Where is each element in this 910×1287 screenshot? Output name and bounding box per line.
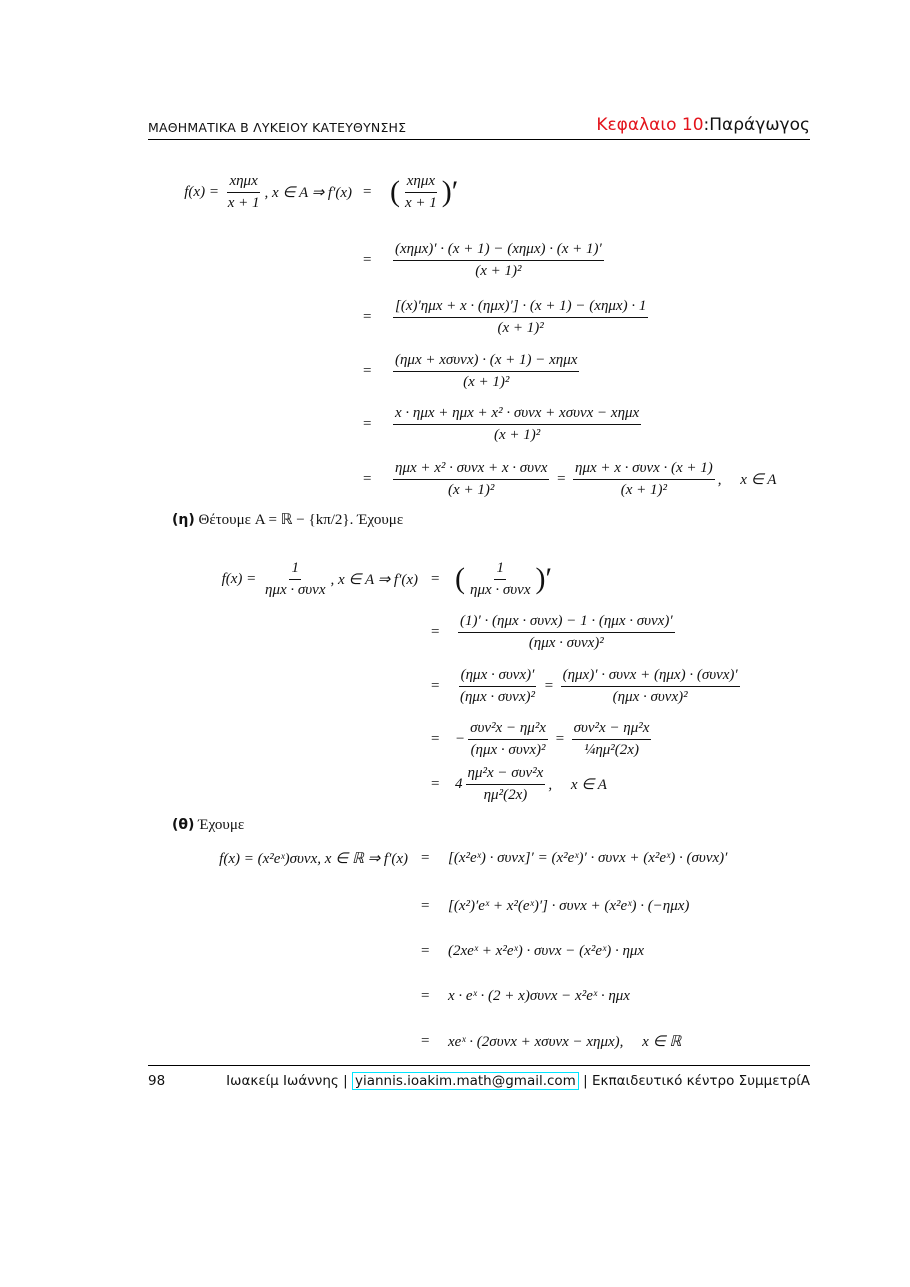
equals-sign: = <box>363 470 372 487</box>
math-text: [(x²eˣ) · συνx]′ = (x²eˣ)′ · συνx + (x²eˣ) · (συνx)′ <box>448 849 728 866</box>
math-text: 4 <box>455 775 463 792</box>
fraction <box>458 613 675 652</box>
numerator: ημx + x · συνx · (x + 1) <box>573 460 715 480</box>
math-text: = <box>539 677 558 694</box>
fraction <box>403 173 439 212</box>
fraction <box>226 173 262 212</box>
equation-step <box>390 400 644 448</box>
equals-sign: = <box>431 570 440 587</box>
math-text: = <box>552 470 571 487</box>
bracket: ( <box>455 562 465 595</box>
numerator: x · ημx + ημx + x² · συνx + xσυνx − xημx <box>393 405 641 425</box>
equals-sign: = <box>431 623 440 640</box>
fraction <box>263 560 327 599</box>
fraction <box>393 460 549 499</box>
equals-sign: = <box>363 415 372 432</box>
equation-step <box>390 236 607 284</box>
bracket: )′ <box>441 175 459 208</box>
denominator: x + 1 <box>405 194 437 211</box>
numerator: συν²x − ημ²x <box>572 720 652 740</box>
paragraph-eta <box>172 510 403 529</box>
numerator: συν²x − ημ²x <box>468 720 548 740</box>
author: Ιωακείμ Ιωάννης <box>226 1073 339 1089</box>
bracket: )′ <box>535 562 553 595</box>
denominator: (ημx · συνx)² <box>612 688 688 705</box>
denominator: (x + 1)² <box>497 319 544 336</box>
fraction <box>573 460 715 499</box>
sep: | <box>338 1073 352 1089</box>
equation-step <box>448 972 630 1020</box>
email-link[interactable]: yiannis.ioakim.math@gmail.com <box>352 1072 579 1090</box>
math-text: = <box>550 730 569 747</box>
math-text: , x ∈ A <box>717 471 777 488</box>
denominator: ¼ημ²(2x) <box>584 741 639 758</box>
denominator: ημx · συνx <box>470 581 531 598</box>
math-text: , x ∈ A <box>548 776 607 793</box>
equals-sign: = <box>363 251 372 268</box>
equals-sign: = <box>363 362 372 379</box>
denominator: x + 1 <box>227 194 260 211</box>
book-title: ΜΑΘΗΜΑΤΙΚΑ Β ΛΥΚΕΙΟΥ ΚΑΤΕΥΘΥΝΣΗΣ <box>148 120 407 135</box>
math-text: f(x) = <box>184 183 223 200</box>
chapter-title <box>596 115 810 135</box>
denominator: (ημx · συνx)² <box>470 741 546 758</box>
denominator: ημ²(2x) <box>483 786 528 803</box>
equation-step <box>448 834 727 882</box>
equation-step <box>455 760 607 808</box>
numerator: 1 <box>494 560 506 580</box>
item-text: Θέτουμε A = ℝ − {kπ/2}. Έχουμε <box>198 512 404 528</box>
equals-sign: = <box>421 1032 430 1049</box>
equation-lhs <box>184 168 352 216</box>
equals-sign: = <box>431 730 440 747</box>
numerator: xημx <box>227 173 259 193</box>
paragraph-theta <box>172 817 244 834</box>
equation-step <box>390 168 458 216</box>
fraction <box>468 720 548 759</box>
numerator: (1)′ · (ημx · συνx) − 1 · (ημx · συνx)′ <box>458 613 675 633</box>
equals-sign: = <box>363 308 372 325</box>
denominator: (x + 1)² <box>493 426 541 443</box>
denominator: (x + 1)² <box>475 262 522 279</box>
sep: | <box>578 1073 592 1089</box>
numerator: (ημx)′ · συνx + (ημx) · (συνx)′ <box>561 667 740 687</box>
equation-step <box>455 608 678 656</box>
equation-step <box>455 715 654 763</box>
fraction <box>458 667 537 706</box>
item-label: (θ) <box>172 817 195 833</box>
fraction <box>393 405 641 444</box>
equation-step <box>390 347 582 395</box>
fraction <box>561 667 740 706</box>
denominator: ημx · συνx <box>265 581 326 598</box>
math-text: − <box>455 730 466 747</box>
denominator: (ημx · συνx)² <box>460 688 535 705</box>
fraction <box>393 241 604 280</box>
equals-sign: = <box>431 775 440 792</box>
math-text: , x ∈ A ⇒ f′(x) <box>264 184 352 201</box>
numerator: (ημx + xσυνx) · (x + 1) − xημx <box>393 352 579 372</box>
equation-step <box>448 927 644 975</box>
numerator: 1 <box>289 560 301 580</box>
page-footer <box>148 1065 810 1089</box>
equals-sign: = <box>421 942 430 959</box>
page-number: 98 <box>148 1073 166 1089</box>
math-text: (2xeˣ + x²eˣ) · συνx − (x²eˣ) · ημx <box>448 942 645 959</box>
bracket: ( <box>390 175 400 208</box>
numerator: [(x)′ημx + x · (ημx)′] · (x + 1) − (xημx) · 1 <box>393 298 648 318</box>
denominator: (x + 1)² <box>620 481 668 498</box>
institution: Εκπαιδευτικό κέντρο ΣυμμετρίΑ <box>591 1073 810 1089</box>
equation-step <box>455 555 552 603</box>
equals-sign: = <box>421 849 430 866</box>
chapter-sep: : <box>703 115 710 135</box>
equals-sign: = <box>431 677 440 694</box>
numerator: (ημx · συνx)′ <box>459 667 537 687</box>
numerator: ημ²x − συν²x <box>466 765 546 785</box>
math-text: f(x) = (x²eˣ)συνx, x ∈ ℝ ⇒ f′(x) <box>219 850 408 867</box>
numerator: xημx <box>405 173 437 193</box>
item-text: Έχουμε <box>198 817 245 833</box>
fraction <box>572 720 652 759</box>
fraction <box>393 298 648 337</box>
footer-credits <box>226 1073 810 1089</box>
math-text: [(x²)′eˣ + x²(eˣ)′] · συνx + (x²eˣ) · (−ημx) <box>448 897 690 914</box>
item-label: (η) <box>172 512 195 528</box>
equals-sign: = <box>421 987 430 1004</box>
page-header <box>148 117 810 140</box>
math-text: , x ∈ A ⇒ f′(x) <box>330 571 418 588</box>
denominator: (ημx · συνx)² <box>528 634 604 651</box>
equation-step <box>448 882 689 930</box>
fraction <box>393 352 579 391</box>
equation-lhs <box>219 834 408 882</box>
equation-step <box>448 1017 681 1065</box>
equation-step <box>390 293 651 341</box>
equals-sign: = <box>421 897 430 914</box>
fraction <box>468 560 532 599</box>
numerator: ημx + x² · συνx + x · συνx <box>393 460 549 480</box>
math-text: x · eˣ · (2 + x)συνx − x²eˣ · ημx <box>448 987 630 1004</box>
equation-step <box>390 455 776 503</box>
equation-lhs <box>222 555 418 603</box>
fraction <box>466 765 546 804</box>
numerator: (xημx)′ · (x + 1) − (xημx) · (x + 1)′ <box>393 241 604 261</box>
chapter-number: Κεφαλαιο 10 <box>596 115 704 135</box>
equals-sign: = <box>363 183 372 200</box>
denominator: (x + 1)² <box>448 481 495 498</box>
denominator: (x + 1)² <box>463 373 510 390</box>
math-text: f(x) = <box>221 570 260 587</box>
chapter-name: Παράγωγος <box>709 115 810 135</box>
equation-step <box>455 662 743 710</box>
math-text: xeˣ · (2συνx + xσυνx − xημx), x ∈ ℝ <box>448 1033 682 1050</box>
